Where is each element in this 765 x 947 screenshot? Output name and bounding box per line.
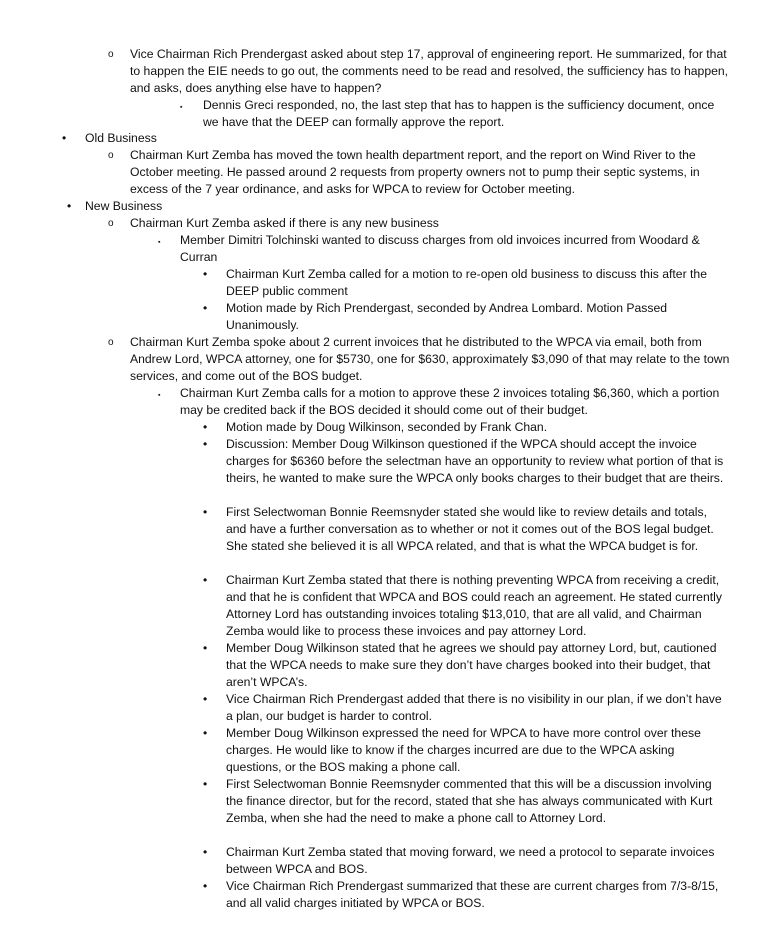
disc-bullet-icon: • xyxy=(62,131,67,145)
list-item-text: First Selectwoman Bonnie Reemsnyder commented that this will be a discussion involving the finance director, but for the record, stated that she has always communicated with Kurt Zemba, when she had the need to make a phone call to Attorney Lord. xyxy=(226,777,713,825)
list-item xyxy=(158,385,725,419)
list-item-text: Motion made by Doug Wilkinson, seconded by Frank Chan. xyxy=(226,420,548,434)
list-item-text: First Selectwoman Bonnie Reemsnyder stated she would like to review details and totals, and have a further conversation as to whether or not it comes out of the BOS legal budget. She stated she believed it is all WPCA related, and that is what the WPCA budget is for. xyxy=(226,505,714,553)
list-item-text: Member Dimitri Tolchinski wanted to discuss charges from old invoices incurred from Woodard & Curran xyxy=(180,233,700,264)
list-item xyxy=(203,725,726,776)
disc-bullet-icon: • xyxy=(203,777,208,791)
list-item-text: Chairman Kurt Zemba stated that there is nothing preventing WPCA from receiving a credit, and that he is confident that WPCA and BOS could reach an agreement. He stated currently Attorney Lord has outstanding invoices totaling $13,010, that are all valid, and Chairman Zemba would like to process these invoices and pay attorney Lord. xyxy=(226,573,722,638)
list-item-text: Discussion: Member Doug Wilkinson questioned if the WPCA should accept the invoice charges for $6360 before the selectman have an opportunity to review what portion of that is theirs, he wanted to make sure the WPCA only books charges to their budget that are theirs. xyxy=(226,437,724,485)
list-item-text: Chairman Kurt Zemba asked if there is any new business xyxy=(130,216,439,230)
list-item-text: Dennis Greci responded, no, the last step that has to happen is the sufficiency document, once we have that the DEEP can formally approve the report. xyxy=(203,98,715,129)
list-item xyxy=(108,334,730,385)
list-item-text: Vice Chairman Rich Prendergast added that there is no visibility in our plan, if we don’t have a plan, our budget is harder to control. xyxy=(226,692,722,723)
list-item-text: Motion made by Rich Prendergast, seconded by Andrea Lombard. Motion Passed Unanimously. xyxy=(226,301,668,332)
disc-bullet-icon: • xyxy=(203,267,208,281)
disc-bullet-icon: • xyxy=(203,726,208,740)
list-item xyxy=(203,844,726,878)
list-item-text: Chairman Kurt Zemba has moved the town health department report, and the report on Wind River to the October meeting. He passed around 2 requests from property owners not to pump their septic systems, in excess of the 7 year ordinance, and asks for WPCA to review for October meeting. xyxy=(130,148,700,196)
list-item xyxy=(108,215,730,232)
list-item xyxy=(203,776,726,827)
circle-bullet-icon: o xyxy=(108,150,114,161)
disc-bullet-icon: • xyxy=(203,420,208,434)
disc-bullet-icon: • xyxy=(203,437,208,451)
square-bullet-icon: ▪ xyxy=(180,104,183,111)
circle-bullet-icon: o xyxy=(108,218,114,229)
disc-bullet-icon: • xyxy=(203,692,208,706)
section-heading: New Business xyxy=(85,199,163,213)
list-item xyxy=(203,266,721,300)
disc-bullet-icon: • xyxy=(203,301,208,315)
list-item xyxy=(203,419,726,436)
disc-bullet-icon: • xyxy=(203,641,208,655)
list-item-text: Vice Chairman Rich Prendergast summarized that these are current charges from 7/3-8/15, and all valid charges initiated by WPCA or BOS. xyxy=(226,879,719,910)
list-item-text: Member Doug Wilkinson stated that he agrees we should pay attorney Lord, but, cautioned that the WPCA needs to make sure they don’t have charges booked into their budget, that aren’t WPCA’s. xyxy=(226,641,717,689)
list-item xyxy=(180,97,723,131)
list-item xyxy=(203,640,726,691)
disc-bullet-icon: • xyxy=(203,505,208,519)
list-item-text: Chairman Kurt Zemba stated that moving forward, we need a protocol to separate invoices between WPCA and BOS. xyxy=(226,845,715,876)
disc-bullet-icon: • xyxy=(203,845,208,859)
list-item-text: Vice Chairman Rich Prendergast asked about step 17, approval of engineering report. He summarized, for that to happen the EIE needs to go out, the comments need to be read and resolved, the sufficiency has to happen, and asks, does anything else have to happen? xyxy=(130,47,729,95)
list-item-text: Chairman Kurt Zemba calls for a motion to approve these 2 invoices totaling $6,360, which a portion may be credited back if the BOS decided it should come out of their budget. xyxy=(180,386,720,417)
list-item-text: Chairman Kurt Zemba spoke about 2 current invoices that he distributed to the WPCA via email, both from Andrew Lord, WPCA attorney, one for $5730, one for $630, approximately $3,090 of that may relate to the town services, and come out of the BOS budget. xyxy=(130,335,730,383)
list-item xyxy=(158,232,725,266)
circle-bullet-icon: o xyxy=(108,337,114,348)
list-item xyxy=(108,147,730,198)
list-item xyxy=(67,198,685,215)
list-item xyxy=(203,691,726,725)
list-item-text: Member Doug Wilkinson expressed the need for WPCA to have more control over these charges. He would like to know if the charges incurred are due to the WPCA asking questions, or the BOS making a phone call. xyxy=(226,726,701,774)
disc-bullet-icon: • xyxy=(203,573,208,587)
list-item xyxy=(62,130,685,147)
square-bullet-icon: ▪ xyxy=(158,239,161,246)
list-item xyxy=(203,504,726,555)
section-heading: Old Business xyxy=(85,131,157,145)
list-item xyxy=(108,46,730,97)
circle-bullet-icon: o xyxy=(108,49,114,60)
list-item xyxy=(203,436,726,487)
disc-bullet-icon: • xyxy=(67,199,72,213)
list-item xyxy=(203,878,726,912)
list-item xyxy=(203,572,726,640)
square-bullet-icon: ▪ xyxy=(158,392,161,399)
disc-bullet-icon: • xyxy=(203,879,208,893)
list-item-text: Chairman Kurt Zemba called for a motion to re-open old business to discuss this after the DEEP public comment xyxy=(226,267,707,298)
list-item xyxy=(203,300,721,334)
